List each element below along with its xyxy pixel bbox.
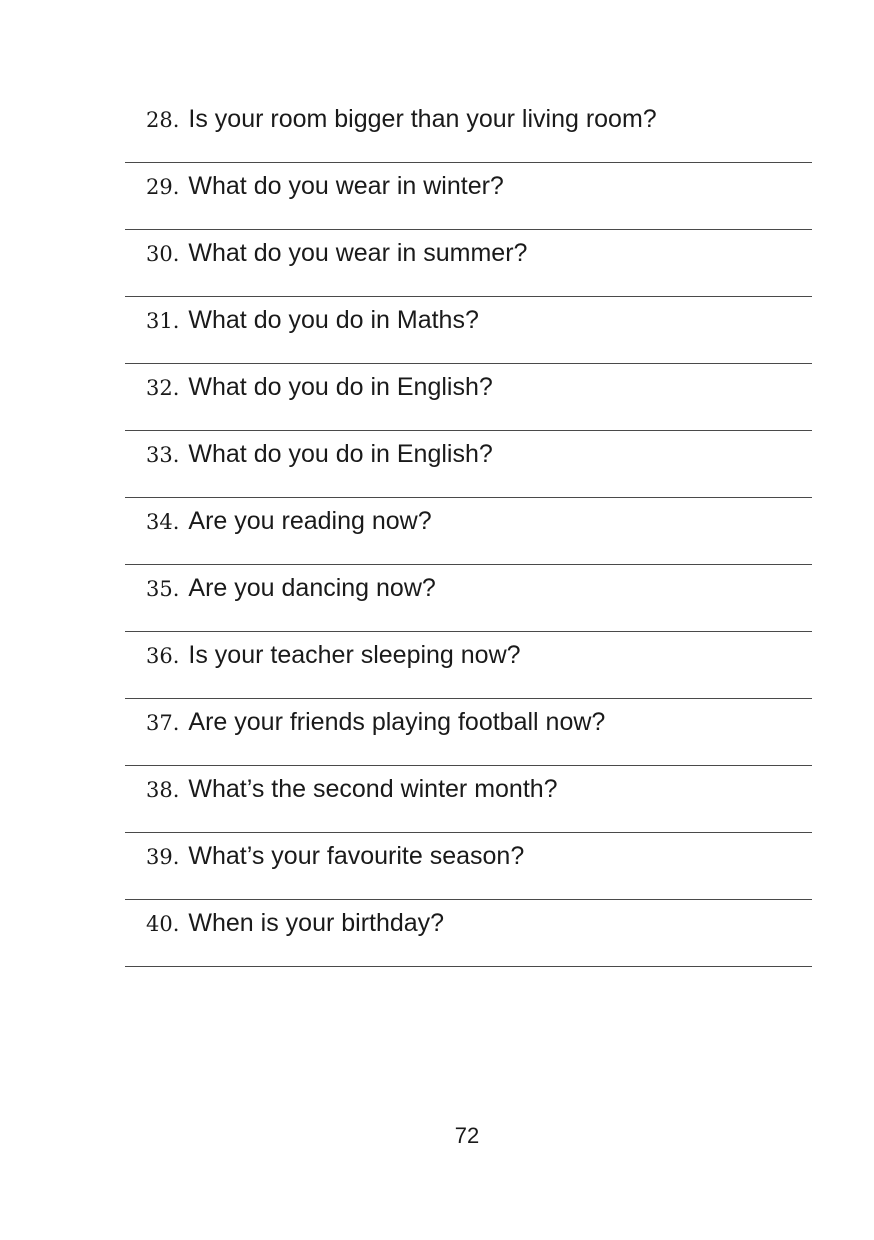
- question-number: 32.: [146, 376, 180, 400]
- question-prompt: [146, 101, 657, 138]
- question-prompt: [146, 436, 493, 473]
- question-item: [125, 431, 812, 498]
- question-label: What do you wear in summer?: [188, 239, 528, 267]
- question-item: [125, 900, 812, 967]
- question-number: 28.: [146, 108, 180, 132]
- question-item: [125, 163, 812, 230]
- question-label: Are you reading now?: [188, 507, 432, 535]
- question-label: What’s your favourite season?: [188, 842, 525, 870]
- question-item: [125, 230, 812, 297]
- question-item: [125, 833, 812, 900]
- question-number: 34.: [146, 510, 180, 534]
- question-number: 36.: [146, 644, 180, 668]
- question-prompt: [146, 704, 605, 741]
- question-prompt: [146, 503, 432, 540]
- question-item: [125, 699, 812, 766]
- question-label: What do you do in English?: [188, 373, 493, 401]
- question-label: Is your room bigger than your living room?: [188, 105, 657, 133]
- page-number: 72: [454, 1123, 480, 1148]
- question-number: 30.: [146, 242, 180, 266]
- question-number: 33.: [146, 443, 180, 467]
- question-item: [125, 96, 812, 163]
- question-item: [125, 766, 812, 833]
- question-item: [125, 632, 812, 699]
- question-prompt: [146, 168, 504, 205]
- question-label: What’s the second winter month?: [188, 775, 558, 803]
- question-label: What do you do in Maths?: [188, 306, 479, 334]
- question-label: What do you do in English?: [188, 440, 493, 468]
- question-label: Are you dancing now?: [188, 574, 436, 602]
- question-prompt: [146, 905, 444, 942]
- question-number: 38.: [146, 778, 180, 802]
- question-prompt: [146, 838, 524, 875]
- question-prompt: [146, 771, 558, 808]
- question-prompt: [146, 302, 479, 339]
- answer-line[interactable]: [125, 966, 812, 967]
- question-number: 29.: [146, 175, 180, 199]
- question-label: Is your teacher sleeping now?: [188, 641, 521, 669]
- question-number: 37.: [146, 711, 180, 735]
- question-number: 39.: [146, 845, 180, 869]
- question-number: 31.: [146, 309, 180, 333]
- question-number: 35.: [146, 577, 180, 601]
- question-label: Are your friends playing football now?: [188, 708, 606, 736]
- question-item: [125, 297, 812, 364]
- question-prompt: [146, 369, 493, 406]
- question-list: [125, 96, 812, 967]
- question-prompt: [146, 570, 436, 607]
- question-label: When is your birthday?: [188, 909, 445, 937]
- question-label: What do you wear in winter?: [188, 172, 504, 200]
- question-prompt: [146, 637, 521, 674]
- question-prompt: [146, 235, 527, 272]
- question-item: [125, 364, 812, 431]
- question-item: [125, 565, 812, 632]
- question-item: [125, 498, 812, 565]
- question-number: 40.: [146, 912, 180, 936]
